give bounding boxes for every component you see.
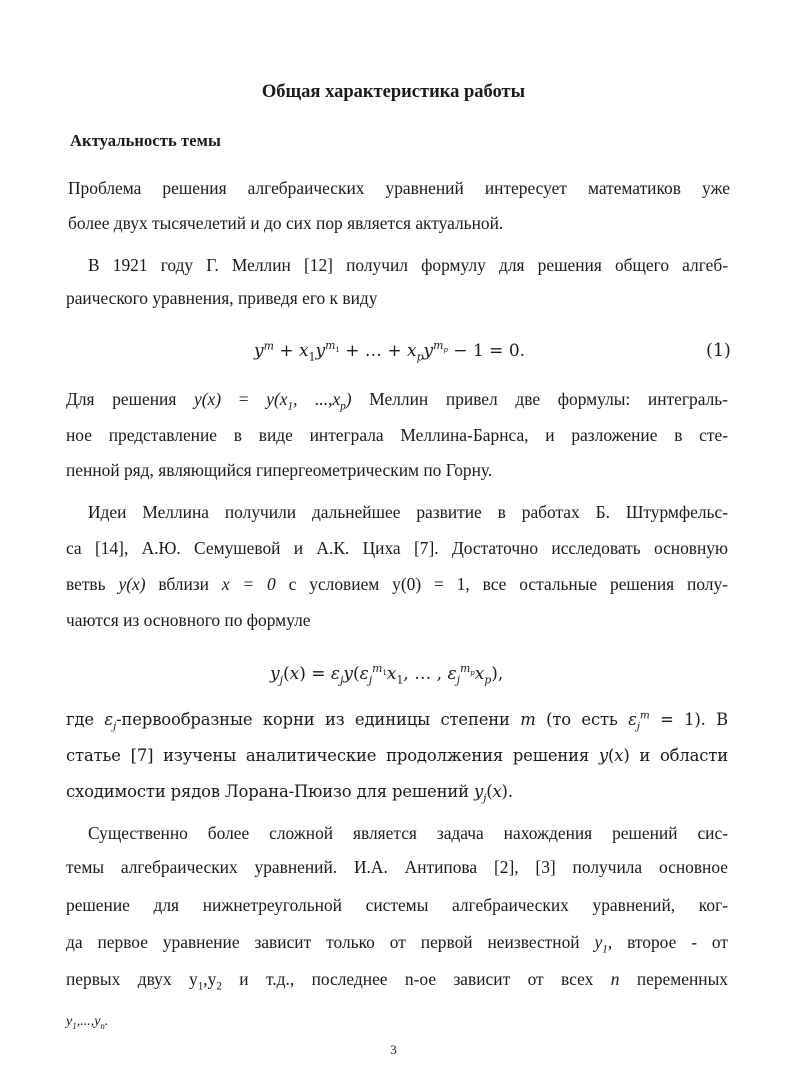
paragraph-line: решение для нижнетреугольной системы алгебраических уравнений, ког-: [66, 895, 728, 915]
paragraph-line: пенной ряд, являющийся гипергеометрическим по Горну.: [66, 460, 493, 480]
paragraph-line: первых двух $y_1,y_2$ и т.д., последнее n-ое зависит от всех n переменных: [66, 969, 728, 993]
paragraph-line: где $\varepsilon_j$-первообразные корни из единицы степени m (то есть $\varepsilon_j^m = 1$). В: [66, 709, 729, 733]
paragraph-line: $y_1,...,y_n$.: [66, 1014, 109, 1031]
paragraph-line: Для решения $y(x) = y(x_1$, $...,x_p$) Меллин привел две формулы: интеграль-: [66, 389, 728, 413]
paragraph-line: чаются из основного по формуле: [66, 610, 311, 630]
paragraph-line: Идеи Меллина получили дальнейшее развитие в работах Б. Штурмфельс-: [88, 502, 728, 522]
equation-branches: $y_j(x) = \varepsilon_jy(\varepsilon_j^{m_1}x_1$, … , $\varepsilon_j^{m_p}x_p$),: [270, 662, 504, 687]
page-title: Общая характеристика работы: [261, 82, 526, 102]
paragraph-line: са [14], А.Ю. Семушевой и А.К. Циха [7]. Достаточно исследовать основную: [66, 538, 728, 558]
paragraph-line: В 1921 году Г. Меллин [12] получил формулу для решения общего алгеб-: [88, 255, 728, 275]
page-number: 3: [390, 1042, 397, 1057]
paragraph-line: ное представление в виде интеграла Меллина-Барнса, и разложение в сте-: [66, 425, 728, 445]
paragraph-line: раического уравнения, приведя его к виду: [66, 288, 378, 308]
paragraph-line: Проблема решения алгебраических уравнений интересует математиков уже: [68, 178, 730, 198]
paragraph-line: сходимости рядов Лорана-Пюизо для решений $y_j(x)$.: [66, 782, 513, 805]
paragraph-line: статье [7] изучены аналитические продолжения решения y(x) и области: [66, 746, 728, 765]
paragraph-line: ветвь y(x) вблизи x = 0 с условием y(0) = 1, все остальные решения полу-: [66, 574, 728, 594]
paragraph-line: Существенно более сложной является задача нахождения решений сис-: [88, 823, 728, 843]
section-heading: Актуальность темы: [70, 131, 222, 150]
paragraph-line: более двух тысячелетий и до сих пор является актуальной.: [68, 213, 504, 233]
paragraph-line: темы алгебраических уравнений. И.А. Антипова [2], [3] получила основное: [66, 857, 728, 877]
equation-mellin: $y^m + x_1y^{m_1}$ + … + $x_py^{m_p} - 1 = 0$.: [254, 339, 526, 364]
equation-label: (1): [706, 341, 731, 361]
paragraph-line: да первое уравнение зависит только от первой неизвестной $y_1$, второе - от: [66, 932, 728, 956]
